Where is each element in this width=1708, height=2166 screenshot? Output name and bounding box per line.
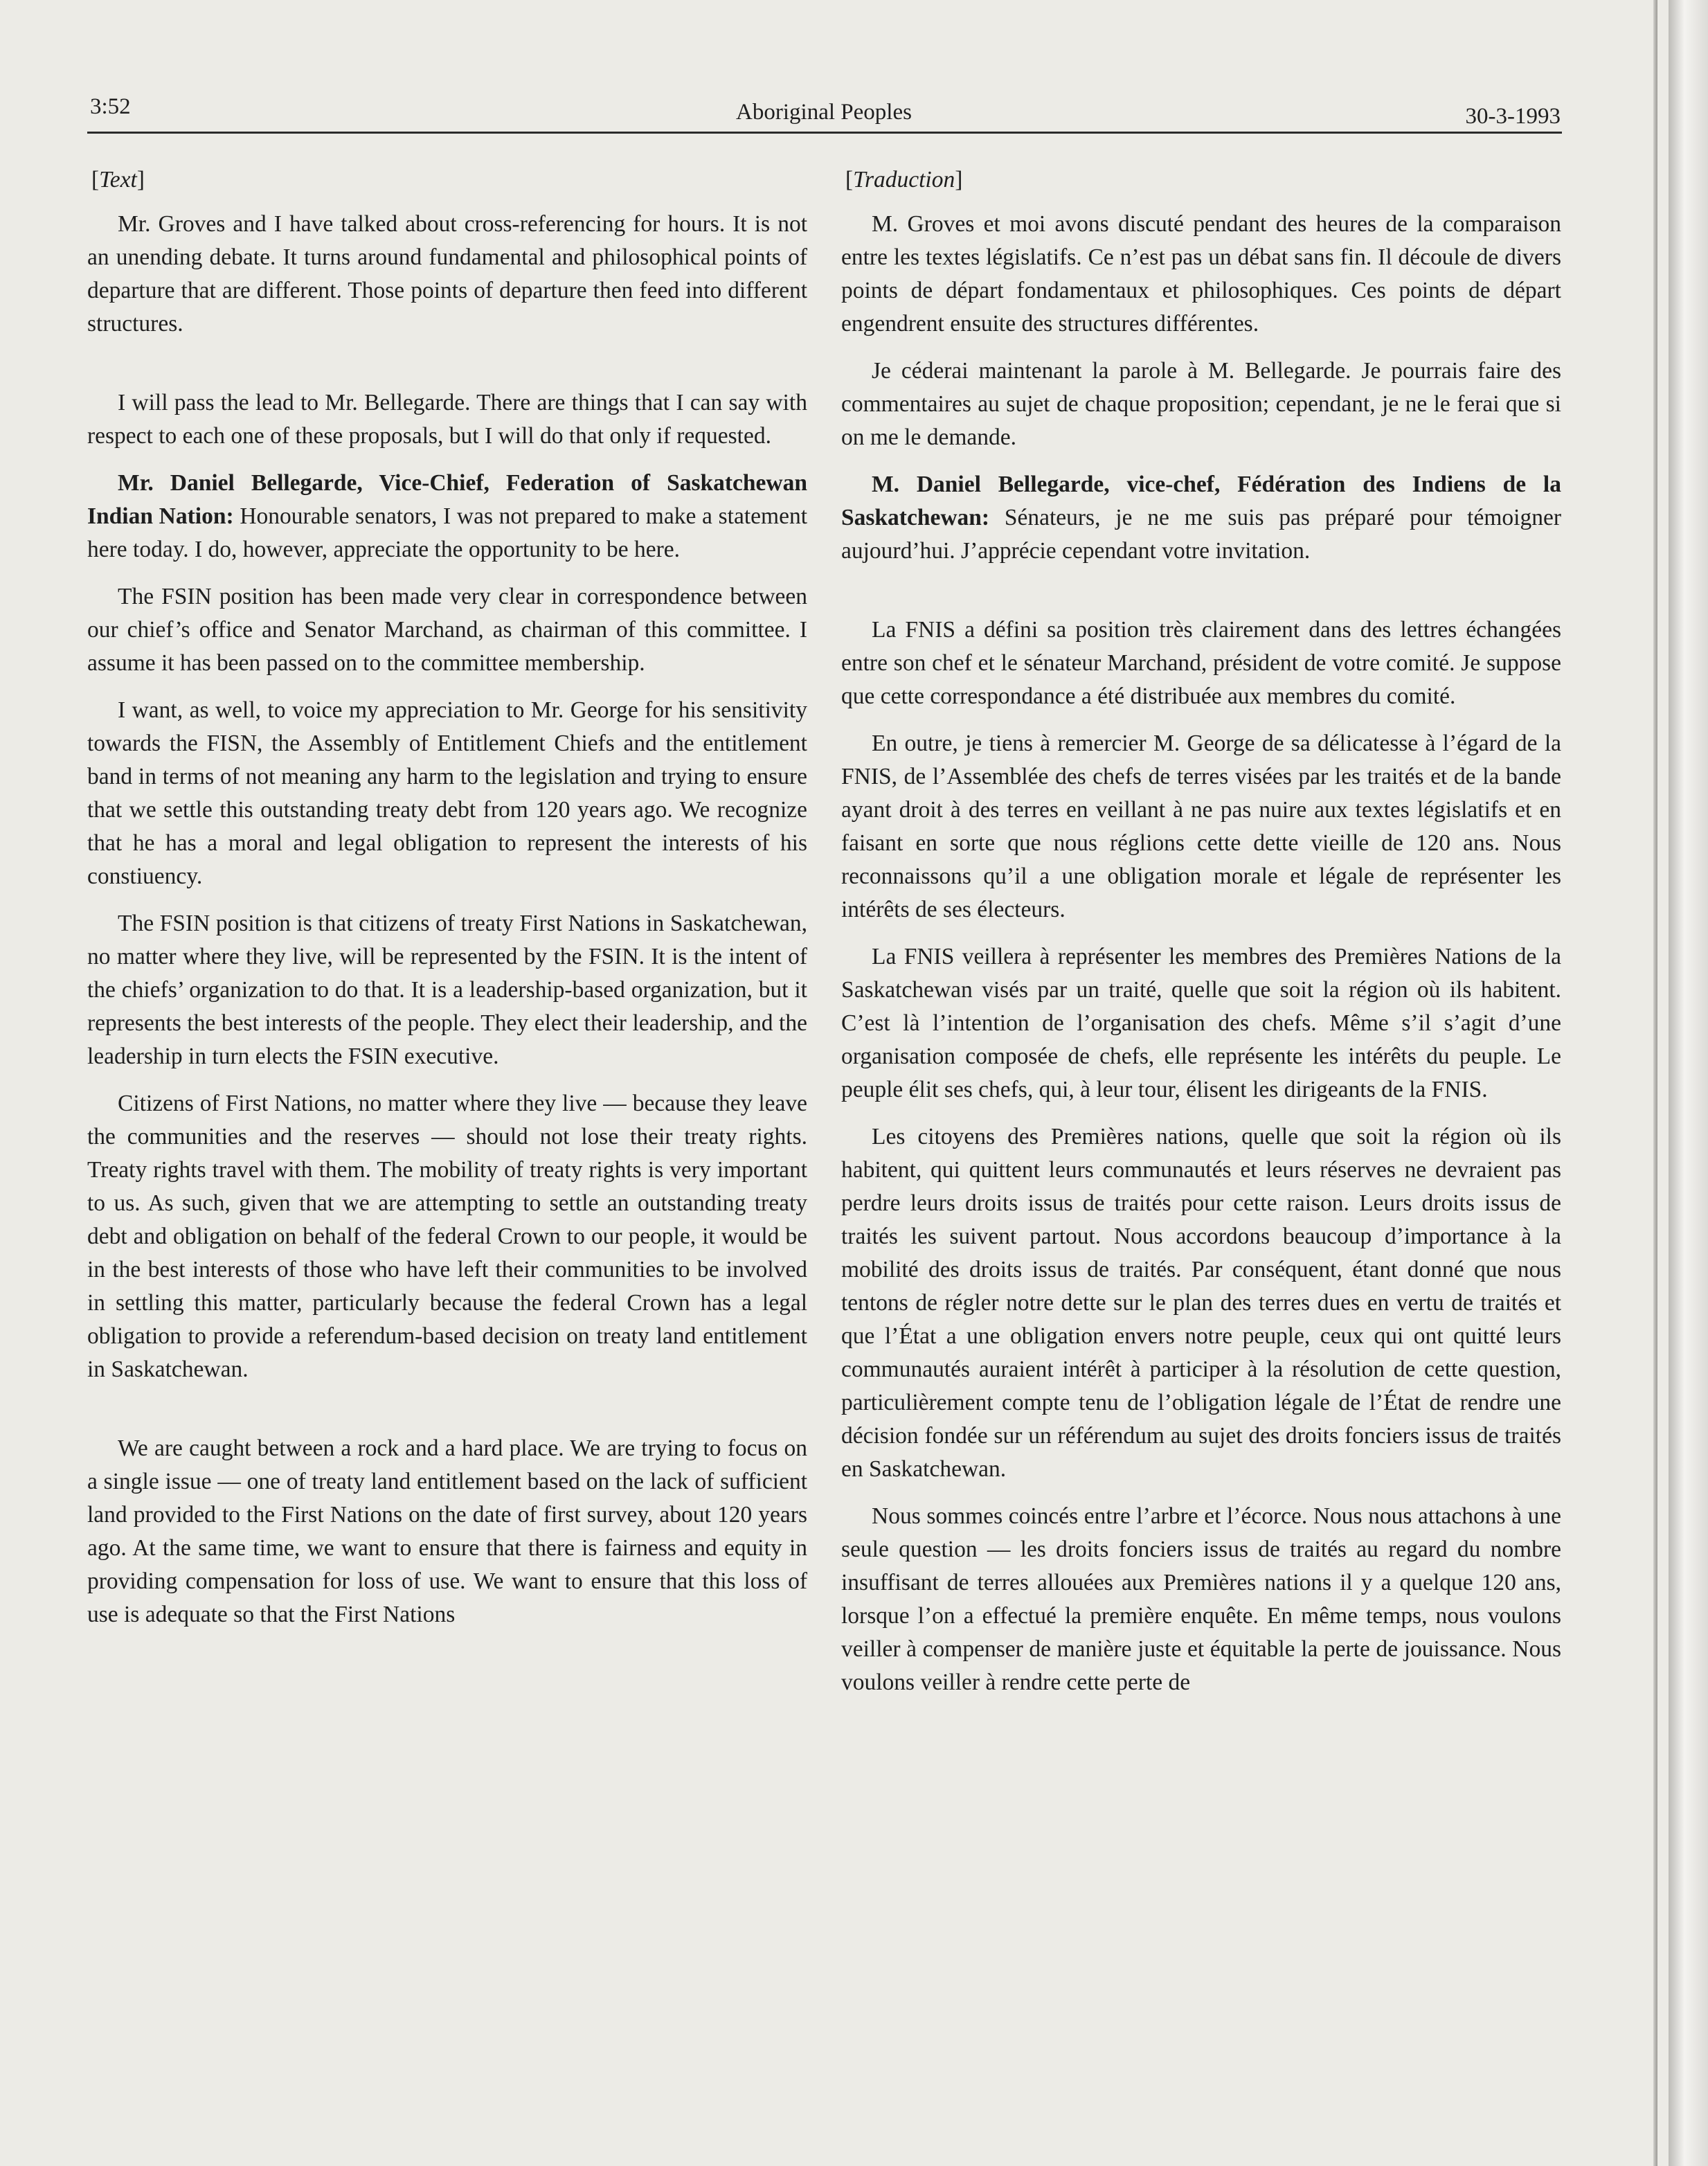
- paragraph: Mr. Groves and I have talked about cross-referencing for hours. It is not an unending debate. It turns around fundamental and philosophical points of departure that are different. Those points of departure then feed into different structures.: [87, 211, 807, 337]
- page-header: [87, 94, 1561, 134]
- speaker-name: M. Daniel Bellegarde, vice-chef, Fédération des Indiens de la Saskatchewan:: [841, 472, 1561, 530]
- paragraph: We are caught between a rock and a hard place. We are trying to focus on a single issue — one of treaty land entitlement based on the lack of sufficient land provided to the First Nations on the date of first survey, about 120 years ago. At the same time, we want to ensure that there is fairness and equity in providing compensation for loss of use. We want to ensure that this loss of use is adequate so that the First Nations: [87, 1435, 807, 1627]
- column-label: [Traduction]: [845, 167, 963, 193]
- paragraph-gap: [87, 1400, 807, 1432]
- speaker-text: Honourable senators, I was not prepared to make a statement here today. I do, however, appreciate the opportunity to be here.: [87, 503, 807, 562]
- paragraph: Citizens of First Nations, no matter where they live — because they leave the communities and the reserves — should not lose their treaty rights. Treaty rights travel with them. The mobility of treaty rights is very important to us. As such, given that we are attempting to settle an outstanding treaty debt and obligation on behalf of the federal Crown to our people, it would be in the best interests of those who have left their communities to be involved in settling this matter, particularly because the federal Crown has a legal obligation to provide a referendum-based decision on treaty land entitlement in Saskatchewan.: [87, 1091, 807, 1382]
- speaker-name: Mr. Daniel Bellegarde, Vice-Chief, Federation of Saskatchewan Indian Nation:: [87, 470, 807, 529]
- paragraph: En outre, je tiens à remercier M. George de sa délicatesse à l’égard de la FNIS, de l’Assemblée des chefs de terres visées par les traités et de la bande ayant droit à des terres en veillant à ne pas nuire aux textes législatifs et en faisant en sorte que nous réglions cette dette vieille de 120 ans. Nous reconnaissons qu’il a une obligation morale et légale de représenter les intérêts de ses électeurs.: [841, 731, 1561, 922]
- english-column: [87, 163, 807, 1645]
- paragraph: La FNIS a défini sa position très clairement dans des lettres échangées entre son chef et le sénateur Marchand, président de votre comité. Je suppose que cette correspondance a été distribuée aux membres du comité.: [841, 617, 1561, 709]
- speaker-text: Sénateurs, je ne me suis pas préparé pour témoigner aujourd’hui. J’apprécie cependant votre invitation.: [841, 505, 1561, 564]
- paragraph: Je céderai maintenant la parole à M. Bellegarde. Je pourrais faire des commentaires au sujet de chaque proposition; cependant, je ne le ferai que si on me le demande.: [841, 358, 1561, 450]
- paragraph: Nous sommes coincés entre l’arbre et l’écorce. Nous nous attachons à une seule question — les droits fonciers issus de traités au regard du nombre insuffisant de terres allouées aux Premières nations il y a quelque 120 ans, lorsque l’on a effectué la première enquête. En même temps, nous voulons veiller à compenser de manière juste et équitable la perte de jouissance. Nous voulons veiller à rendre cette perte de: [841, 1503, 1561, 1695]
- paragraph-gap: [87, 355, 807, 386]
- page-edge-shadow: [1669, 0, 1708, 2166]
- paragraph-gap: [841, 582, 1561, 614]
- header-date: 30-3-1993: [1465, 104, 1561, 129]
- speaker-paragraph: [841, 468, 1561, 568]
- paragraph: I want, as well, to voice my appreciation to Mr. George for his sensitivity towards the FISN, the Assembly of Entitlement Chiefs and the entitlement band in terms of not meaning any harm to the legislation and trying to ensure that we settle this outstanding treaty debt from 120 years ago. We recognize that he has a moral and legal obligation to represent the interests of his constiuency.: [87, 697, 807, 889]
- running-title: Aboriginal Peoples: [736, 100, 912, 125]
- paragraph: The FSIN position has been made very clear in correspondence between our chief’s office and Senator Marchand, as chairman of this committee. I assume it has been passed on to the committee membership.: [87, 584, 807, 676]
- paragraph: La FNIS veillera à représenter les membres des Premières Nations de la Saskatchewan visés par un traité, quelle que soit la région où ils habitent. C’est là l’intention de l’organisation des chefs. Même s’il s’agit d’une organisation composée de chefs, elle représente les intérêts du peuple. Le peuple élit ses chefs, qui, à leur tour, élisent les dirigeants de la FNIS.: [841, 944, 1561, 1102]
- paragraph: Les citoyens des Premières nations, quelle que soit la région où ils habitent, qui quittent leurs communautés et leurs réserves ne devraient pas perdre leurs droits issus de traités pour cette raison. Leurs droits issus de traités les suivent partout. Nous accordons beaucoup d’importance à la mobilité des droits issus de traités. Par conséquent, étant donné que nous tentons de régler notre dette sur le plan des terres dues en vertu de traités et que l’État a une obligation envers notre peuple, ceux qui ont quitté leurs communautés auraient intérêt à participer à la résolution de cette question, particulièrement compte tenu de l’obligation légale de l’État de rendre une décision fondée sur un référendum au sujet des droits fonciers issus de traités en Saskatchewan.: [841, 1124, 1561, 1482]
- paragraph: The FSIN position is that citizens of treaty First Nations in Saskatchewan, no matter where they live, will be represented by the FSIN. It is the intent of the chiefs’ organization to do that. It is a leadership-based organization, but it represents the best interests of the people. They elect their leadership, and the leadership in turn elects the FSIN executive.: [87, 911, 807, 1069]
- paragraph: I will pass the lead to Mr. Bellegarde. There are things that I can say with respect to each one of these proposals, but I will do that only if requested.: [87, 390, 807, 449]
- page-number: 3:52: [90, 94, 131, 119]
- header-rule: [87, 132, 1562, 134]
- speaker-paragraph: [87, 467, 807, 566]
- column-label: [Text]: [91, 167, 145, 193]
- page-edge-line: [1653, 0, 1657, 2166]
- french-column: [841, 163, 1561, 1713]
- paragraph: M. Groves et moi avons discuté pendant des heures de la comparaison entre les textes législatifs. Ce n’est pas un débat sans fin. Il découle de divers points de départ fondamentaux et philosophiques. Ces points de départ engendrent ensuite des structures différentes.: [841, 211, 1561, 337]
